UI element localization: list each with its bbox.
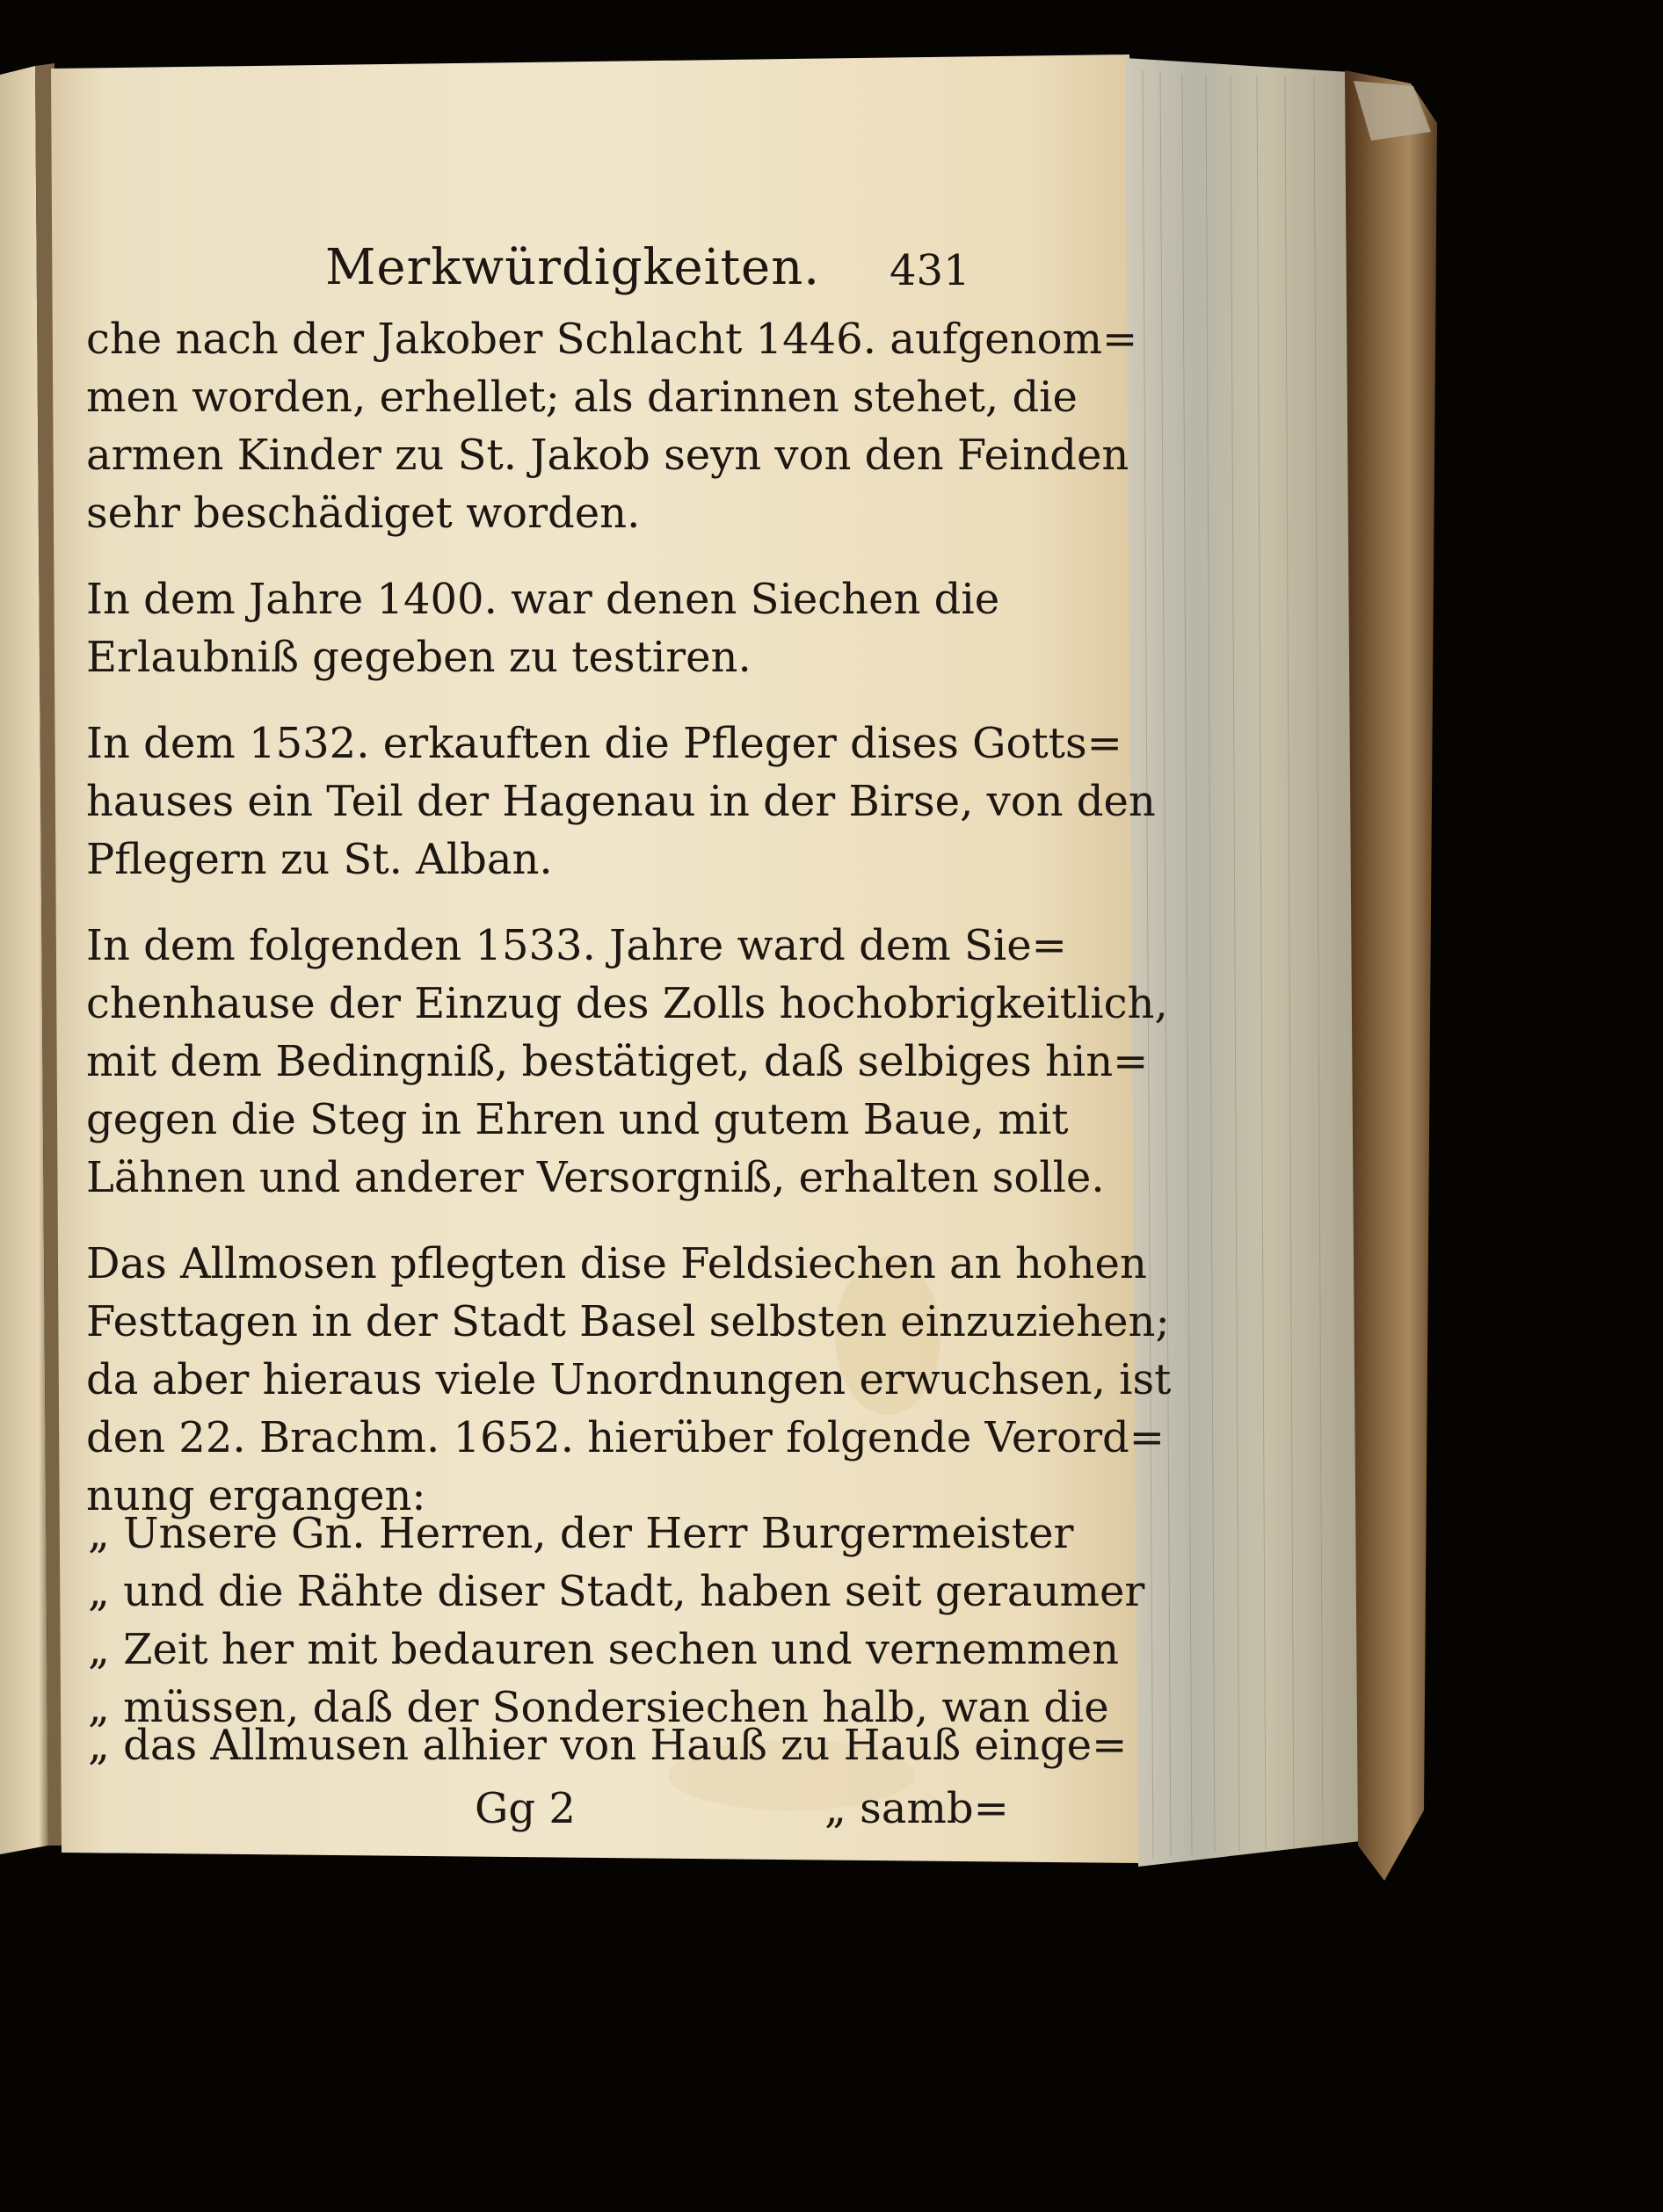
signature-mark: Gg 2 [475, 1784, 576, 1833]
quote-line: „ Unsere Gn. Herren, der Herr Burgermeister [88, 1509, 1074, 1558]
text-line: Lähnen und anderer Versorgniß, erhalten solle. [86, 1153, 1105, 1202]
quote-line: „ und die Rähte diser Stadt, haben seit geraumer [88, 1567, 1145, 1616]
text-line: Pflegern zu St. Alban. [86, 835, 553, 884]
text-line: den 22. Brachm. 1652. hierüber folgende Verord= [86, 1413, 1165, 1462]
text-line: In dem Jahre 1400. war denen Siechen die [86, 575, 1000, 624]
text-line: In dem folgenden 1533. Jahre ward dem Sie= [86, 921, 1067, 970]
text-line: Festtagen in der Stadt Basel selbsten einzuziehen; [86, 1297, 1170, 1346]
text-line: gegen die Steg in Ehren und gutem Baue, mit [86, 1095, 1069, 1144]
text-line: men worden, erhellet; als darinnen stehet, die [86, 373, 1078, 422]
page-number: 431 [890, 246, 970, 295]
quote-line: „ Zeit her mit bedauren sechen und vernemmen [88, 1625, 1119, 1674]
text-line: armen Kinder zu St. Jakob seyn von den Feinden [86, 431, 1129, 480]
text-line: hauses ein Teil der Hagenau in der Birse, von den [86, 777, 1156, 826]
text-line: sehr beschädiget worden. [86, 489, 641, 538]
quote-line: „ müssen, daß der Sondersiechen halb, wan die [88, 1683, 1109, 1732]
text-line: chenhause der Einzug des Zolls hochobrigkeitlich, [86, 979, 1168, 1028]
text-line: Erlaubniß gegeben zu testiren. [86, 633, 752, 682]
catchword: „ samb= [824, 1784, 1009, 1833]
text-line: che nach der Jakober Schlacht 1446. aufgenom= [86, 315, 1138, 364]
text-line: mit dem Bedingniß, bestätiget, daß selbiges hin= [86, 1037, 1149, 1086]
text-line: In dem 1532. erkauften die Pfleger dises Gotts= [86, 719, 1122, 768]
running-title: Merkwürdigkeiten. [325, 239, 821, 296]
text-line: da aber hieraus viele Unordnungen erwuchsen, ist [86, 1355, 1172, 1404]
text-line: nung ergangen: [86, 1471, 426, 1520]
text-line: Das Allmosen pflegten dise Feldsiechen an hohen [86, 1239, 1147, 1288]
quote-line: „ das Allmusen alhier von Hauß zu Hauß einge= [88, 1721, 1128, 1770]
